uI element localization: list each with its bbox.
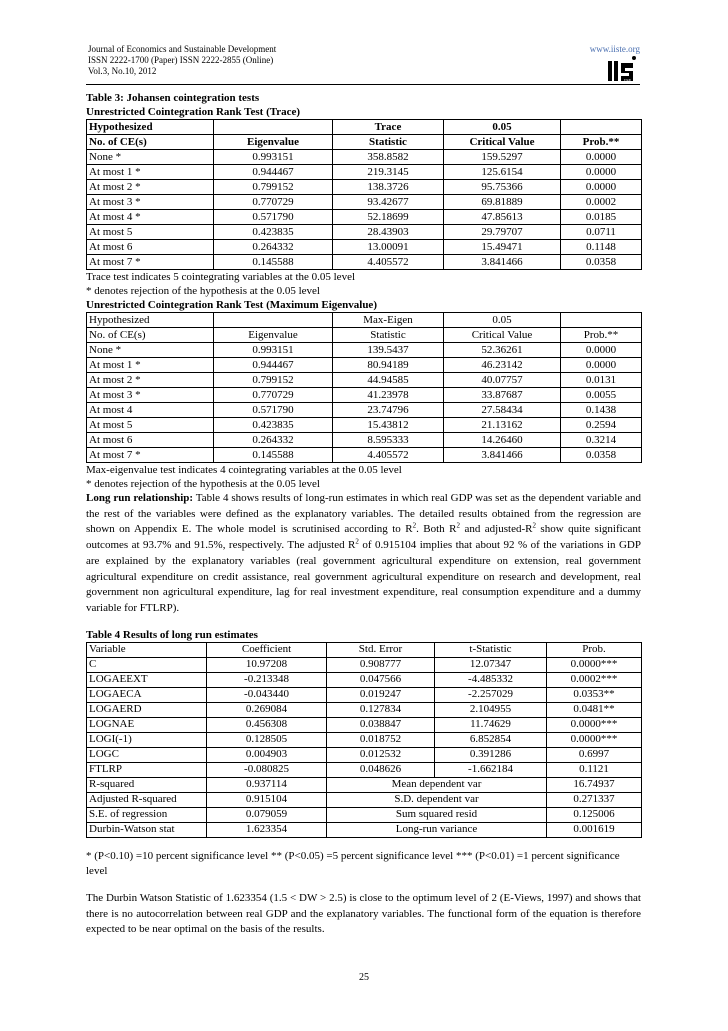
table-cell: 0.264332 (214, 433, 333, 448)
table-cell: 0.1121 (547, 762, 642, 777)
table-cell: 12.07347 (435, 657, 547, 672)
table-row (87, 403, 642, 418)
maxeig-note-1: Max-eigenvalue test indicates 4 cointegrating variables at the 0.05 level (86, 464, 402, 476)
table-cell: LOGAEEXT (87, 672, 207, 687)
table-cell: FTLRP (87, 762, 207, 777)
table-cell: 0.6997 (547, 747, 642, 762)
table-row (87, 702, 642, 717)
table-row (87, 448, 642, 463)
table-cell: 0.944467 (214, 165, 333, 180)
table-cell: -0.043440 (207, 687, 327, 702)
page-number: 25 (359, 972, 369, 983)
table-row (87, 747, 642, 762)
table-cell: 219.3145 (333, 165, 444, 180)
table-row (87, 343, 642, 358)
table-cell: 0.0358 (561, 448, 642, 463)
table-row (87, 732, 642, 747)
table-cell: 15.49471 (444, 240, 561, 255)
table-cell: 0.128505 (207, 732, 327, 747)
stats-row (87, 777, 642, 792)
stats-cell: 0.271337 (547, 792, 642, 807)
header-cell: Statistic (333, 328, 444, 343)
table-cell: 23.74796 (333, 403, 444, 418)
header-cell (561, 313, 642, 328)
table-cell: 0.2594 (561, 418, 642, 433)
table-cell: 0.0000*** (547, 657, 642, 672)
table-cell: LOGAERD (87, 702, 207, 717)
header-cell: 0.05 (444, 120, 561, 135)
stats-cell: Long-run variance (327, 822, 547, 837)
table3-title: Table 3: Johansen cointegration tests (86, 92, 260, 104)
table-cell: 139.5437 (333, 343, 444, 358)
table-row (87, 195, 642, 210)
table-cell: 52.36261 (444, 343, 561, 358)
table-cell: At most 1 * (87, 358, 214, 373)
table-cell: -4.485332 (435, 672, 547, 687)
table-row (87, 433, 642, 448)
table-header-row (87, 135, 642, 150)
stats-cell: 16.74937 (547, 777, 642, 792)
trace-test-table (86, 119, 642, 270)
table-cell: 80.94189 (333, 358, 444, 373)
table-cell: 0.3214 (561, 433, 642, 448)
table-cell: At most 3 * (87, 195, 214, 210)
table-cell: 0.127834 (327, 702, 435, 717)
table-cell: 0.0000 (561, 358, 642, 373)
table-cell: 125.6154 (444, 165, 561, 180)
table-cell: 358.8582 (333, 150, 444, 165)
stats-cell: Durbin-Watson stat (87, 822, 207, 837)
table-cell: 0.0002 (561, 195, 642, 210)
trace-note-2: * denotes rejection of the hypothesis at the 0.05 level (86, 285, 320, 297)
table-cell: 0.004903 (207, 747, 327, 762)
table-cell: 0.1438 (561, 403, 642, 418)
table-cell: 0.571790 (214, 210, 333, 225)
header-cell: t-Statistic (435, 642, 547, 657)
table-cell: At most 5 (87, 225, 214, 240)
table-cell: 95.75366 (444, 180, 561, 195)
table-cell: At most 3 * (87, 388, 214, 403)
table-cell: At most 5 (87, 418, 214, 433)
header-cell: Prob.** (561, 328, 642, 343)
table-cell: 159.5297 (444, 150, 561, 165)
table-row (87, 358, 642, 373)
table-cell: None * (87, 343, 214, 358)
table-header-row (87, 313, 642, 328)
table-cell: 0.018752 (327, 732, 435, 747)
table-row (87, 373, 642, 388)
table-cell: 93.42677 (333, 195, 444, 210)
durbin-watson-paragraph: The Durbin Watson Statistic of 1.623354 (1.5 < DW > 2.5) is close to the optimum level of 2 (E-Views, 1997) and shows that there is no autocorrelation between real GDP and the explanatory variables. The functional form of the equation is therefore expected to be near optimal on the basis of the results. (86, 892, 641, 936)
stats-cell: 0.001619 (547, 822, 642, 837)
max-eigenvalue-table (86, 312, 642, 463)
long-run-lead: Long run relationship: (86, 492, 194, 504)
table-cell: At most 2 * (87, 373, 214, 388)
page-body (86, 91, 641, 938)
table-cell: 6.852854 (435, 732, 547, 747)
table-cell: 0.264332 (214, 240, 333, 255)
header-cell: Prob. (547, 642, 642, 657)
header-cell: Variable (87, 642, 207, 657)
table-row (87, 240, 642, 255)
table-cell: 2.104955 (435, 702, 547, 717)
table-cell: 0.571790 (214, 403, 333, 418)
table-cell: -0.080825 (207, 762, 327, 777)
table-cell: 0.770729 (214, 388, 333, 403)
table-row (87, 672, 642, 687)
stats-cell: 0.125006 (547, 807, 642, 822)
table-cell: 0.908777 (327, 657, 435, 672)
table-cell: 0.0000 (561, 165, 642, 180)
table-cell: LOGC (87, 747, 207, 762)
header-cell: Trace (333, 120, 444, 135)
maxeig-note-2: * denotes rejection of the hypothesis at the 0.05 level (86, 478, 320, 490)
table-cell: 10.97208 (207, 657, 327, 672)
table-cell: 47.85613 (444, 210, 561, 225)
table-cell: 69.81889 (444, 195, 561, 210)
table-cell: 29.79707 (444, 225, 561, 240)
header-cell: Coefficient (207, 642, 327, 657)
significance-note: * (P<0.10) =10 percent significance level ** (P<0.05) =5 percent significance level *** (P<0.01) =1 percent significance level (86, 849, 620, 878)
table-cell: 0.145588 (214, 448, 333, 463)
table-row (87, 180, 642, 195)
table-cell: 0.391286 (435, 747, 547, 762)
header-cell: Max-Eigen (333, 313, 444, 328)
table-cell: 46.23142 (444, 358, 561, 373)
trace-subtitle: Unrestricted Cointegration Rank Test (Trace) (86, 106, 301, 118)
stats-row (87, 822, 642, 837)
table-cell: 4.405572 (333, 448, 444, 463)
table-cell: 0.0000*** (547, 732, 642, 747)
long-run-paragraph: Long run relationship: Table 4 shows results of long-run estimates in which real GDP was set as the dependent variable and the rest of the variables were defined as the explanatory variables. The detailed results obtained from the regression are shown on Appendix E. The whole model is scrutinised according to $R^2$. Both $R^2$ and adjusted-$R^2$ show quite significant outcomes at 93.7% and 91.5%, respectively. The adjusted $R^2$ of 0.915104 implies that about 92 % of the variations in GDP are explained by the explanatory variables (real government agricultural expenditure on extension, real government agricultural expenditure on credit assistance, real government agricultural expenditure on research and development, real government non agricultural expenditure, lag for real investment expenditure, real consumption expenditure and a dummy variable for FTLRP). (86, 492, 641, 614)
table-cell: LOGNAE (87, 717, 207, 732)
header-cell (214, 313, 333, 328)
table-cell: 0.0353** (547, 687, 642, 702)
stats-row (87, 792, 642, 807)
table-row (87, 657, 642, 672)
table-cell: 0.1148 (561, 240, 642, 255)
journal-url[interactable]: www.iiste.org (589, 44, 640, 54)
header-cell: 0.05 (444, 313, 561, 328)
table-cell: 11.74629 (435, 717, 547, 732)
table-cell: 0.0358 (561, 255, 642, 270)
header-cell: Statistic (333, 135, 444, 150)
header-cell (214, 120, 333, 135)
table-cell: 4.405572 (333, 255, 444, 270)
header-cell: Prob.** (561, 135, 642, 150)
stats-cell: 0.915104 (207, 792, 327, 807)
header-cell: Critical Value (444, 328, 561, 343)
maxeig-subtitle: Unrestricted Cointegration Rank Test (Maximum Eigenvalue) (86, 299, 377, 311)
table-cell: None * (87, 150, 214, 165)
table-cell: 13.00091 (333, 240, 444, 255)
table-cell: 0.770729 (214, 195, 333, 210)
table-cell: 0.0481** (547, 702, 642, 717)
issn-line: ISSN 2222-1700 (Paper) ISSN 2222-2855 (Online) (88, 55, 274, 65)
table-cell: 0.048626 (327, 762, 435, 777)
table-cell: At most 2 * (87, 180, 214, 195)
table-cell: At most 4 * (87, 210, 214, 225)
long-run-estimates-table (86, 642, 642, 838)
table-cell: 0.0711 (561, 225, 642, 240)
table-cell: At most 6 (87, 240, 214, 255)
header-cell: Critical Value (444, 135, 561, 150)
table-cell: 0.0131 (561, 373, 642, 388)
table-cell: 40.07757 (444, 373, 561, 388)
page-header (88, 44, 640, 77)
table-cell: 0.799152 (214, 180, 333, 195)
table-cell: 0.145588 (214, 255, 333, 270)
iiste-logo-icon (608, 55, 640, 83)
header-cell: Std. Error (327, 642, 435, 657)
stats-cell: S.E. of regression (87, 807, 207, 822)
table-cell: 0.423835 (214, 418, 333, 433)
table-cell: 0.799152 (214, 373, 333, 388)
table-cell: 3.841466 (444, 255, 561, 270)
table-cell: 28.43903 (333, 225, 444, 240)
table-cell: 0.0002*** (547, 672, 642, 687)
table-row (87, 225, 642, 240)
table-row (87, 210, 642, 225)
table-cell: 138.3726 (333, 180, 444, 195)
header-cell: No. of CE(s) (87, 135, 214, 150)
table4-title: Table 4 Results of long run estimates (86, 628, 258, 641)
table-cell: LOGI(-1) (87, 732, 207, 747)
table-row (87, 717, 642, 732)
table-cell: At most 6 (87, 433, 214, 448)
table-header-row (87, 328, 642, 343)
table-row (87, 762, 642, 777)
stats-cell: S.D. dependent var (327, 792, 547, 807)
header-cell: Hypothesized (87, 120, 214, 135)
volume-line: Vol.3, No.10, 2012 (88, 66, 157, 76)
table-cell: 0.423835 (214, 225, 333, 240)
table-cell: -0.213348 (207, 672, 327, 687)
stats-cell: Mean dependent var (327, 777, 547, 792)
table-cell: 0.0185 (561, 210, 642, 225)
table-cell: 52.18699 (333, 210, 444, 225)
table-cell: 0.0055 (561, 388, 642, 403)
table-cell: 15.43812 (333, 418, 444, 433)
table-cell: 41.23978 (333, 388, 444, 403)
header-cell (561, 120, 642, 135)
table-row (87, 165, 642, 180)
table-cell: 0.038847 (327, 717, 435, 732)
table-cell: 3.841466 (444, 448, 561, 463)
stats-cell: Adjusted R-squared (87, 792, 207, 807)
header-cell: Hypothesized (87, 313, 214, 328)
table-cell: -2.257029 (435, 687, 547, 702)
table-row (87, 388, 642, 403)
table-header-row (87, 642, 642, 657)
trace-note-1: Trace test indicates 5 cointegrating variables at the 0.05 level (86, 271, 356, 283)
stats-cell: 0.079059 (207, 807, 327, 822)
stats-row (87, 807, 642, 822)
table-cell: At most 7 * (87, 255, 214, 270)
table-cell: C (87, 657, 207, 672)
stats-cell: 0.937114 (207, 777, 327, 792)
journal-name: Journal of Economics and Sustainable Development (88, 44, 277, 54)
table-cell: 44.94585 (333, 373, 444, 388)
table-cell: At most 4 (87, 403, 214, 418)
table-cell: 27.58434 (444, 403, 561, 418)
table-cell: 0.019247 (327, 687, 435, 702)
table-cell: 0.0000 (561, 343, 642, 358)
table-cell: 0.0000 (561, 150, 642, 165)
table-cell: 0.993151 (214, 343, 333, 358)
table-cell: At most 7 * (87, 448, 214, 463)
table-cell: 0.944467 (214, 358, 333, 373)
stats-cell: 1.623354 (207, 822, 327, 837)
svg-text:IISE: IISE (624, 78, 632, 83)
table-cell: 14.26460 (444, 433, 561, 448)
table-row (87, 255, 642, 270)
table-row (87, 687, 642, 702)
table-row (87, 150, 642, 165)
table-cell: 0.0000 (561, 180, 642, 195)
table-cell: -1.662184 (435, 762, 547, 777)
table-cell: 0.993151 (214, 150, 333, 165)
header-cell: No. of CE(s) (87, 328, 214, 343)
table-cell: 0.0000*** (547, 717, 642, 732)
table-cell: 33.87687 (444, 388, 561, 403)
table-cell: 8.595333 (333, 433, 444, 448)
header-cell: Eigenvalue (214, 135, 333, 150)
table-cell: 0.269084 (207, 702, 327, 717)
header-cell: Eigenvalue (214, 328, 333, 343)
table-cell: 21.13162 (444, 418, 561, 433)
table-cell: 0.456308 (207, 717, 327, 732)
table-cell: At most 1 * (87, 165, 214, 180)
stats-cell: Sum squared resid (327, 807, 547, 822)
table-cell: 0.012532 (327, 747, 435, 762)
stats-cell: R-squared (87, 777, 207, 792)
table-header-row (87, 120, 642, 135)
header-rule (86, 84, 640, 85)
table-cell: LOGAECA (87, 687, 207, 702)
table-cell: 0.047566 (327, 672, 435, 687)
table-row (87, 418, 642, 433)
